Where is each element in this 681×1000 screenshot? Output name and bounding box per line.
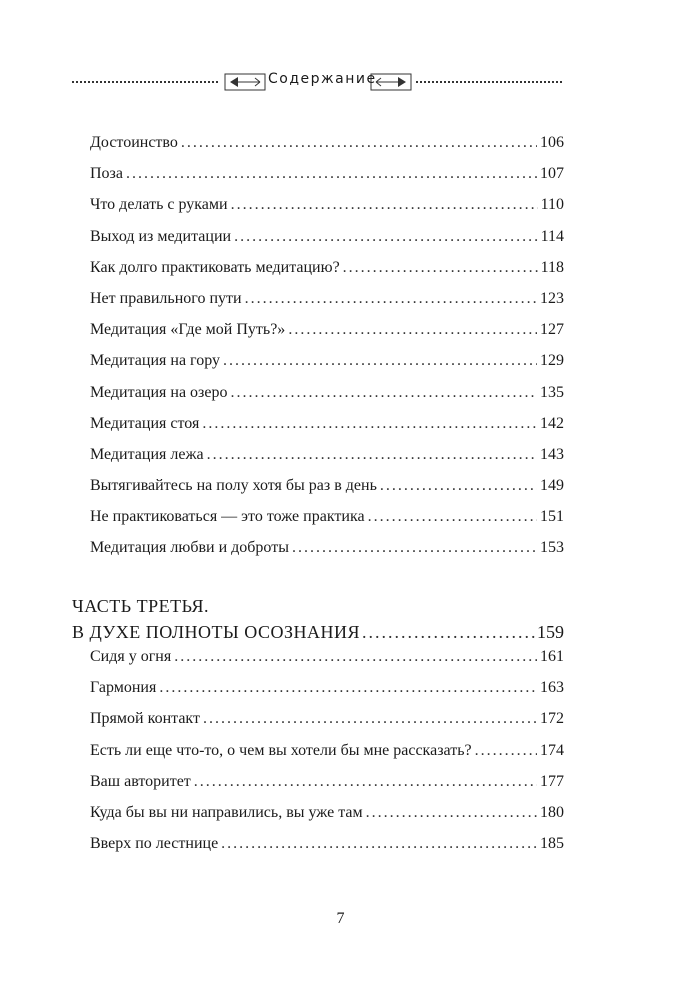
header-dotted-rule-right bbox=[416, 81, 562, 83]
toc-entry-page: 106 bbox=[540, 134, 564, 151]
part-subheading-page: 159 bbox=[537, 622, 564, 642]
toc-entry-page: 110 bbox=[540, 196, 564, 214]
part-subheading-entry[interactable] bbox=[72, 622, 564, 643]
toc-entry[interactable] bbox=[90, 321, 564, 352]
toc-entry-page: 185 bbox=[540, 835, 564, 853]
toc-entry-label: Гармония bbox=[90, 679, 157, 697]
leader-dots bbox=[368, 508, 537, 526]
left-arrow-ornament-icon bbox=[224, 73, 266, 91]
page-number: 7 bbox=[336, 910, 345, 927]
toc-entry-page: 161 bbox=[540, 648, 564, 665]
leader-dots bbox=[288, 321, 537, 339]
leader-dots bbox=[245, 290, 537, 308]
toc-entry-label: Поза bbox=[90, 165, 123, 183]
toc-entry-label: Не практиковаться — это тоже практика bbox=[90, 508, 365, 526]
toc-entry[interactable] bbox=[90, 835, 564, 866]
toc-entry[interactable] bbox=[90, 648, 564, 679]
part-subheading-label: В ДУХЕ ПОЛНОТЫ ОСОЗНАНИЯ bbox=[72, 622, 360, 642]
leader-dots bbox=[231, 196, 538, 214]
part-heading: ЧАСТЬ ТРЕТЬЯ. bbox=[72, 596, 210, 616]
toc-entry[interactable] bbox=[90, 384, 564, 415]
leader-dots bbox=[366, 804, 537, 822]
toc-entry-label: Вверх по лестнице bbox=[90, 835, 219, 853]
toc-entry-page: 114 bbox=[540, 227, 564, 245]
toc-entry-page: 127 bbox=[540, 321, 564, 339]
toc-entry-page: 174 bbox=[540, 741, 564, 759]
leader-dots bbox=[475, 742, 537, 760]
toc-entry[interactable] bbox=[90, 415, 564, 446]
toc-entry-page: 151 bbox=[540, 508, 564, 526]
toc-entry-label: Ваш авторитет bbox=[90, 772, 191, 790]
toc-entry[interactable] bbox=[90, 352, 564, 383]
toc-entry-label: Медитация на озеро bbox=[90, 383, 228, 401]
toc-entry[interactable] bbox=[90, 710, 564, 741]
toc-entry-label: Куда бы вы ни направились, вы уже там bbox=[90, 803, 363, 821]
leader-dots bbox=[194, 773, 537, 791]
toc-entry-page: 177 bbox=[540, 772, 564, 790]
toc-entry[interactable] bbox=[90, 446, 564, 477]
toc-entry[interactable] bbox=[90, 165, 564, 196]
toc-entry-page: 180 bbox=[540, 803, 564, 821]
leader-dots bbox=[362, 622, 535, 643]
toc-entry-label: Как долго практиковать медитацию? bbox=[90, 258, 340, 276]
toc-entry-page: 135 bbox=[540, 383, 564, 401]
leader-dots bbox=[223, 352, 537, 370]
header-dotted-rule-left bbox=[72, 81, 218, 83]
toc-entry[interactable] bbox=[90, 477, 564, 508]
leader-dots bbox=[292, 539, 537, 557]
toc-entry-page: 163 bbox=[540, 679, 564, 697]
toc-entry-label: Есть ли еще что-то, о чем вы хотели бы мне рассказать? bbox=[90, 741, 472, 759]
header-title: Содержание bbox=[268, 71, 377, 87]
toc-entry-page: 107 bbox=[540, 165, 564, 183]
toc-entry-label: Медитация любви и доброты bbox=[90, 539, 289, 557]
toc-entry-page: 143 bbox=[540, 445, 564, 463]
leader-dots bbox=[343, 259, 538, 277]
toc-entry-label: Прямой контакт bbox=[90, 710, 200, 728]
leader-dots bbox=[230, 384, 537, 402]
toc-entry-label: Медитация стоя bbox=[90, 414, 200, 432]
toc-entry-page: 118 bbox=[540, 258, 564, 276]
toc-entry-label: Сидя у огня bbox=[90, 648, 172, 665]
toc-entry-label: Медитация «Где мой Путь?» bbox=[90, 321, 286, 339]
toc-entry-page: 153 bbox=[540, 539, 564, 557]
toc-entry-label: Медитация на гору bbox=[90, 352, 220, 370]
toc-entry-label: Что делать с руками bbox=[90, 196, 228, 214]
leader-dots bbox=[203, 710, 537, 728]
toc-entry[interactable] bbox=[90, 539, 564, 570]
toc-entry[interactable] bbox=[90, 259, 564, 290]
toc-entry-page: 123 bbox=[540, 289, 564, 307]
toc-entry-label: Достоинство bbox=[90, 134, 178, 151]
leader-dots bbox=[234, 228, 538, 246]
leader-dots bbox=[181, 134, 537, 152]
toc-entry[interactable] bbox=[90, 290, 564, 321]
leader-dots bbox=[126, 165, 537, 183]
leader-dots bbox=[207, 446, 537, 464]
toc-entry[interactable] bbox=[90, 804, 564, 835]
toc-list-part3 bbox=[90, 648, 564, 866]
toc-entry-page: 172 bbox=[540, 710, 564, 728]
toc-entry[interactable] bbox=[90, 773, 564, 804]
running-header bbox=[72, 70, 562, 94]
toc-entry[interactable] bbox=[90, 679, 564, 710]
toc-entry[interactable] bbox=[90, 134, 564, 165]
toc-entry-label: Вытягивайтесь на полу хотя бы раз в день bbox=[90, 477, 377, 495]
toc-entry[interactable] bbox=[90, 196, 564, 227]
leader-dots bbox=[380, 477, 537, 495]
leader-dots bbox=[159, 679, 537, 697]
toc-entry-page: 149 bbox=[540, 477, 564, 495]
toc-entry[interactable] bbox=[90, 742, 564, 773]
toc-entry-page: 129 bbox=[540, 352, 564, 370]
toc-list-part2 bbox=[90, 134, 564, 571]
toc-entry-label: Медитация лежа bbox=[90, 445, 204, 463]
toc-entry-label: Выход из медитации bbox=[90, 227, 232, 245]
leader-dots bbox=[221, 835, 537, 853]
toc-entry[interactable] bbox=[90, 508, 564, 539]
toc-entry-page: 142 bbox=[540, 414, 564, 432]
toc-entry-label: Нет правильного пути bbox=[90, 289, 242, 307]
toc-entry[interactable] bbox=[90, 228, 564, 259]
right-arrow-ornament-icon bbox=[370, 73, 412, 91]
leader-dots bbox=[202, 415, 537, 433]
leader-dots bbox=[174, 648, 537, 666]
